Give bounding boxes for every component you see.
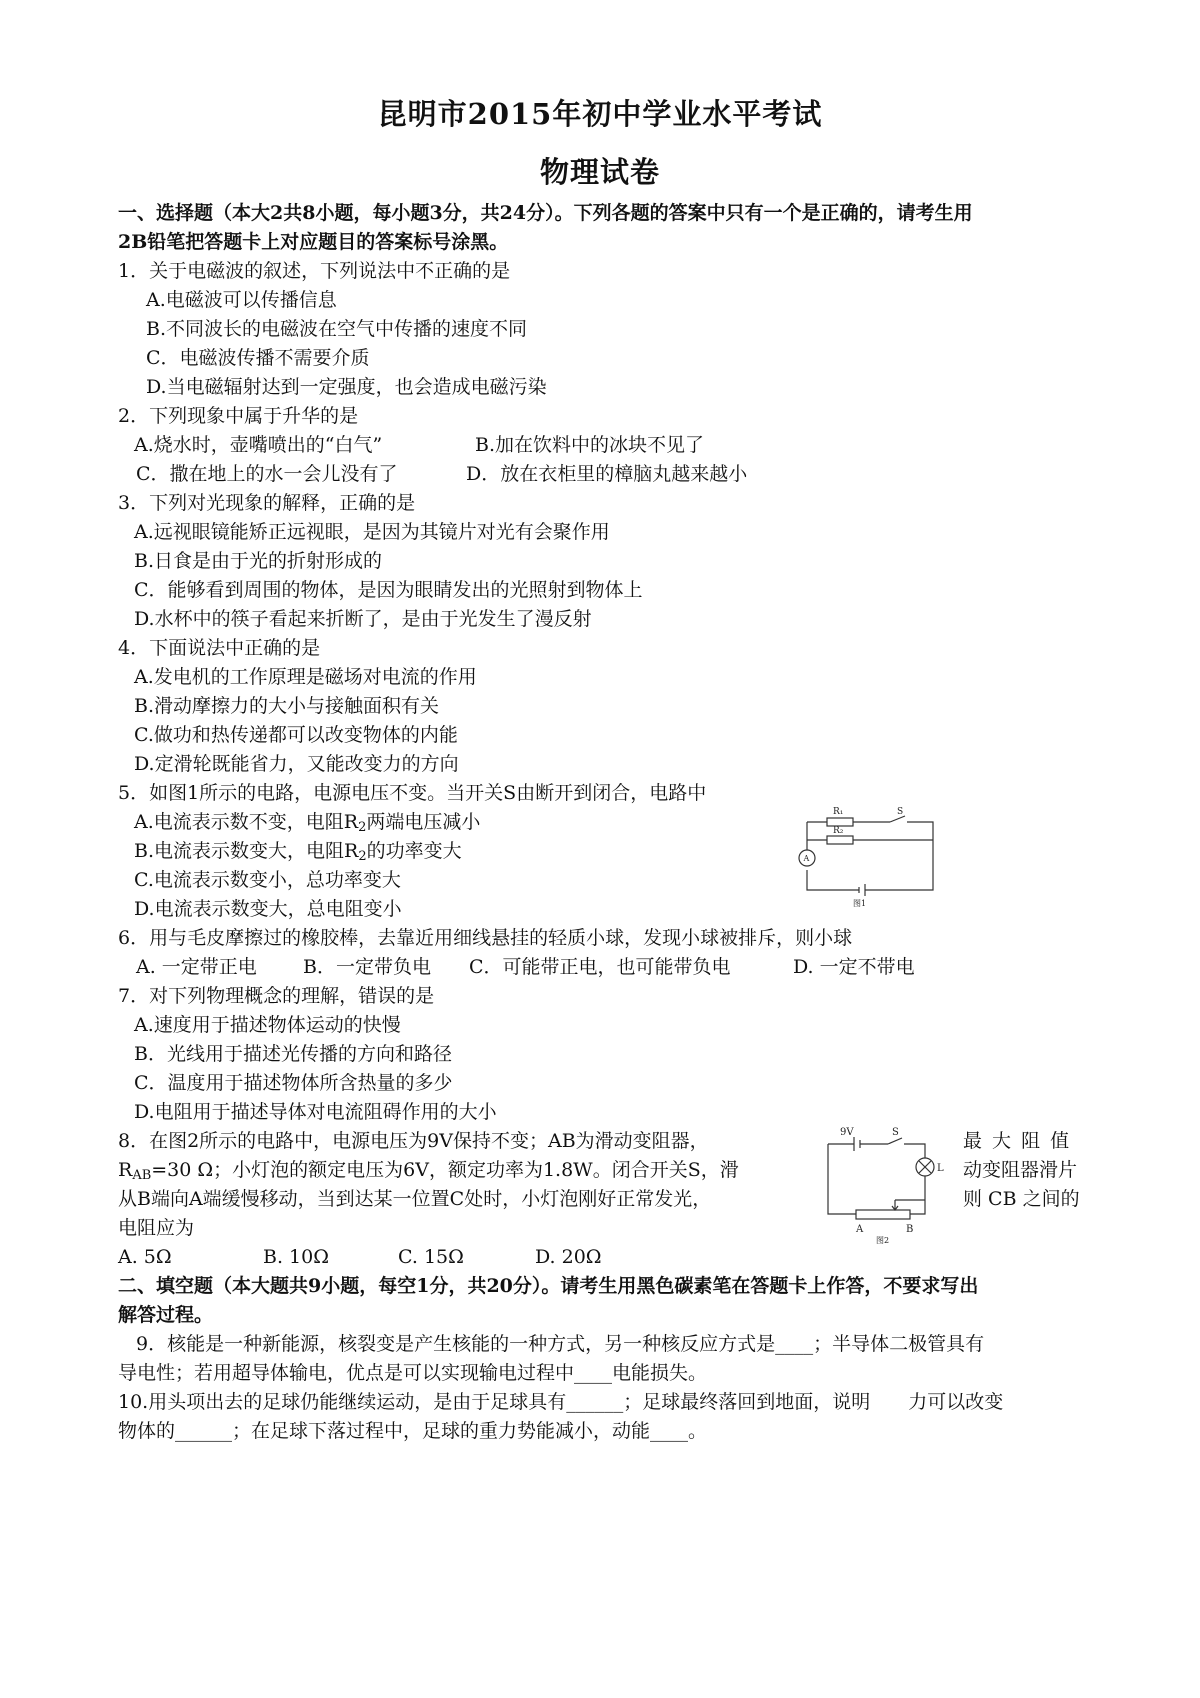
circuit-diagram-2 (820, 1122, 950, 1247)
q9-line1: 9．核能是一种新能源，核裂变是产生核能的一种方式，另一种核反应方式是____；半导体二极管具有 (136, 1333, 985, 1355)
figure-2-circuit (820, 1122, 950, 1251)
q7-option-d: D.电阻用于描述导体对电流阻碍作用的大小 (134, 1101, 497, 1123)
section1-heading-line1: 一、选择题（本大2共8小题，每小题3分，共24分）。下列各题的答案中只有一个是正确的，请考生用 (118, 202, 973, 224)
fig1-label-r1: R₁ (833, 807, 844, 817)
q1-option-d: D.当电磁辐射达到一定强度，也会造成电磁污染 (146, 376, 547, 398)
q7-option-c: C．温度用于描述物体所含热量的多少 (134, 1072, 453, 1094)
q6-option-c: C．可能带正电，也可能带负电 (469, 956, 731, 978)
q3-option-a: A.远视眼镜能矫正远视眼，是因为其镜片对光有会聚作用 (134, 521, 610, 543)
q2-option-c: C．撒在地上的水一会儿没有了 (136, 463, 398, 485)
q2-option-a: A.烧水时，壶嘴喷出的“白气” (134, 434, 383, 456)
fig2-end-a: A (856, 1224, 864, 1235)
section2-heading-line2: 解答过程。 (118, 1304, 214, 1326)
q5-option-d: D.电流表示数变大，总电阻变小 (134, 898, 402, 920)
fig1-label-s: S (897, 807, 904, 817)
q1-stem: 1．关于电磁波的叙述，下列说法中不正确的是 (118, 260, 511, 282)
q8-option-c: C. 15Ω (398, 1246, 464, 1268)
q4-option-c: C.做功和热传递都可以改变物体的内能 (134, 724, 458, 746)
q4-option-a: A.发电机的工作原理是磁场对电流的作用 (134, 666, 477, 688)
q6-option-b: B．一定带负电 (303, 956, 431, 978)
q7-stem: 7．对下列物理概念的理解，错误的是 (118, 985, 435, 1007)
q8-option-b: B. 10Ω (263, 1246, 329, 1268)
q4-option-d: D.定滑轮既能省力，又能改变力的方向 (134, 753, 459, 775)
q5-stem: 5．如图1所示的电路，电源电压不变。当开关S由断开到闭合，电路中 (118, 782, 707, 804)
fig2-caption: 图2 (876, 1236, 890, 1245)
q6-option-d: D. 一定不带电 (793, 956, 915, 978)
fig1-caption: 图1 (853, 899, 867, 908)
q8-line2: $R_{AB}=30$ Ω；小灯泡的额定电压为6V，额定功率为1.8W。闭合开关S，滑 (118, 1159, 739, 1183)
exam-subtitle: 物理试卷 (539, 155, 660, 189)
fig2-lamp-label: L (937, 1163, 944, 1174)
q8-line3: 从B端向A端缓慢移动，当到达某一位置C处时，小灯泡刚好正常发光， (118, 1188, 712, 1210)
q1-option-c: C．电磁波传播不需要介质 (146, 347, 370, 369)
q5-option-b: B.电流表示数变大，电阻$R_2$的功率变大 (134, 840, 462, 864)
q3-option-d: D.水杯中的筷子看起来折断了，是由于光发生了漫反射 (134, 608, 592, 630)
q5-option-a: A.电流表示数不变，电阻$R_2$两端电压减小 (134, 811, 481, 835)
fig1-label-r2: R₂ (833, 826, 844, 836)
q8-option-a: A. 5Ω (118, 1246, 172, 1268)
fig2-switch-label: S (892, 1127, 899, 1138)
q10-line2: 物体的______；在足球下落过程中，足球的重力势能减小，动能____。 (118, 1420, 708, 1442)
q3-option-b: B.日食是由于光的折射形成的 (134, 550, 383, 572)
q6-option-a: A. 一定带正电 (136, 956, 257, 978)
section1-heading-line2: 2B铅笔把答题卡上对应题目的答案标号涂黑。 (118, 231, 509, 253)
q4-option-b: B.滑动摩擦力的大小与接触面积有关 (134, 695, 440, 717)
fig1-ammeter-label: A (803, 854, 810, 863)
q2-option-d: D．放在衣柜里的樟脑丸越来越小 (466, 463, 748, 485)
fig2-voltage-label: 9V (840, 1127, 854, 1138)
q1-option-b: B.不同波长的电磁波在空气中传播的速度不同 (146, 318, 528, 340)
fig2-end-b: B (906, 1224, 914, 1235)
q5-option-c: C.电流表示数变小，总功率变大 (134, 869, 401, 891)
q2-option-b: B.加在饮料中的冰块不见了 (475, 434, 705, 456)
q2-stem: 2．下列现象中属于升华的是 (118, 405, 359, 427)
q8-line1-right: 最 大 阻 值 (963, 1130, 1072, 1152)
q8-line4: 电阻应为 (118, 1217, 195, 1239)
q7-option-a: A.速度用于描述物体运动的快慢 (134, 1014, 401, 1036)
q1-option-a: A.电磁波可以传播信息 (146, 289, 337, 311)
q7-option-b: B．光线用于描述光传播的方向和路径 (134, 1043, 452, 1065)
q3-stem: 3．下列对光现象的解释，正确的是 (118, 492, 416, 514)
q6-stem: 6．用与毛皮摩擦过的橡胶棒，去靠近用细线悬挂的轻质小球，发现小球被排斥，则小球 (118, 927, 853, 949)
section2-heading-line1: 二、填空题（本大题共9小题，每空1分，共20分）。请考生用黑色碳素笔在答题卡上作答，不要求写出 (118, 1275, 979, 1297)
figure-1-circuit (795, 800, 945, 914)
q9-line2: 导电性；若用超导体输电，优点是可以实现输电过程中____电能损失。 (118, 1362, 708, 1384)
q8-line3-right: 则 CB 之间的 (963, 1188, 1080, 1210)
q8-option-d: D. 20Ω (535, 1246, 602, 1268)
q3-option-c: C．能够看到周围的物体，是因为眼睛发出的光照射到物体上 (134, 579, 643, 601)
circuit-diagram-1 (795, 800, 945, 910)
q10-line1: 10.用头项出去的足球仍能继续运动，是由于足球具有______；足球最终落回到地面，说明 力可以改变 (118, 1391, 1004, 1413)
q8-line2-right: 动变阻器滑片 (963, 1159, 1078, 1181)
q4-stem: 4．下面说法中正确的是 (118, 637, 321, 659)
q8-line1: 8．在图2所示的电路中，电源电压为9V保持不变；AB为滑动变阻器， (118, 1130, 709, 1152)
exam-title: 昆明市2015年初中学业水平考试 (377, 97, 823, 131)
